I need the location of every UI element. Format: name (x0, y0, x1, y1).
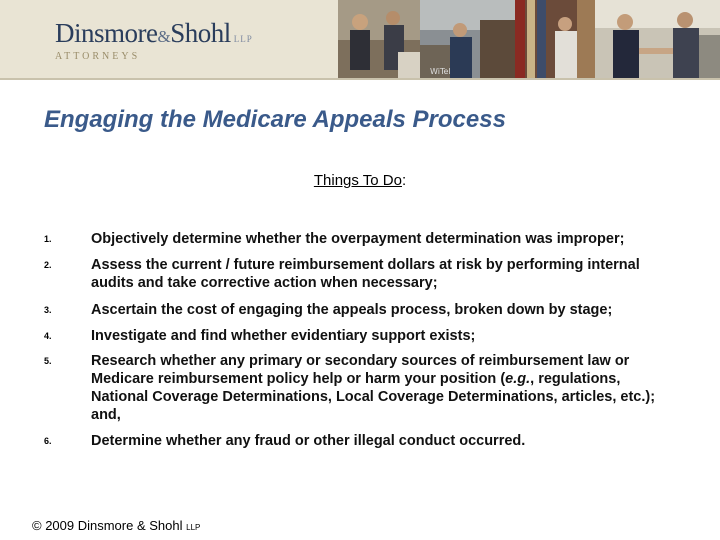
photo-library-image (515, 0, 595, 78)
list-subheading: Things To Do: (313, 172, 407, 189)
logo-tagline: ATTORNEYS (55, 51, 141, 62)
photo-office-image (420, 0, 515, 78)
list-item-number: 5. (44, 356, 52, 366)
list-item-number: 3. (44, 305, 52, 315)
list-item-number: 2. (44, 260, 52, 270)
footer-copyright: © 2009 Dinsmore & Shohl LLP (32, 518, 201, 533)
header-banner (0, 0, 720, 80)
firm-logo (55, 18, 253, 62)
list-item-text: Determine whether any fraud or other illegal conduct occurred. (91, 433, 526, 449)
list-item-number: 4. (44, 331, 52, 341)
logo-wordmark: Dinsmore&Shohl LLP (55, 18, 253, 48)
header-photo-strip (338, 0, 720, 78)
list-item-number: 1. (44, 234, 52, 244)
svg-text:WiTel: WiTel (430, 67, 451, 76)
list-item-text: Research whether any primary or secondary sources of reimbursement law or Medicare reimbursement policy help or harm your position (e.g., regulations, National Coverage Determinations, Local Coverage Determinations, articles, etc.); and, (91, 353, 656, 423)
list-item-number: 6. (44, 436, 52, 446)
photo-meeting-image (338, 0, 420, 78)
photo-handshake-image (595, 0, 720, 78)
list-item-text: Investigate and find whether evidentiary support exists; (91, 328, 476, 344)
list-item-text: Objectively determine whether the overpayment determination was improper; (91, 231, 625, 247)
list-item-text: Assess the current / future reimbursement dollars at risk by performing internal audits and take corrective action when necessary; (91, 257, 640, 291)
slide-title: Engaging the Medicare Appeals Process (44, 106, 506, 133)
list-item-text: Ascertain the cost of engaging the appeals process, broken down by stage; (91, 302, 613, 318)
